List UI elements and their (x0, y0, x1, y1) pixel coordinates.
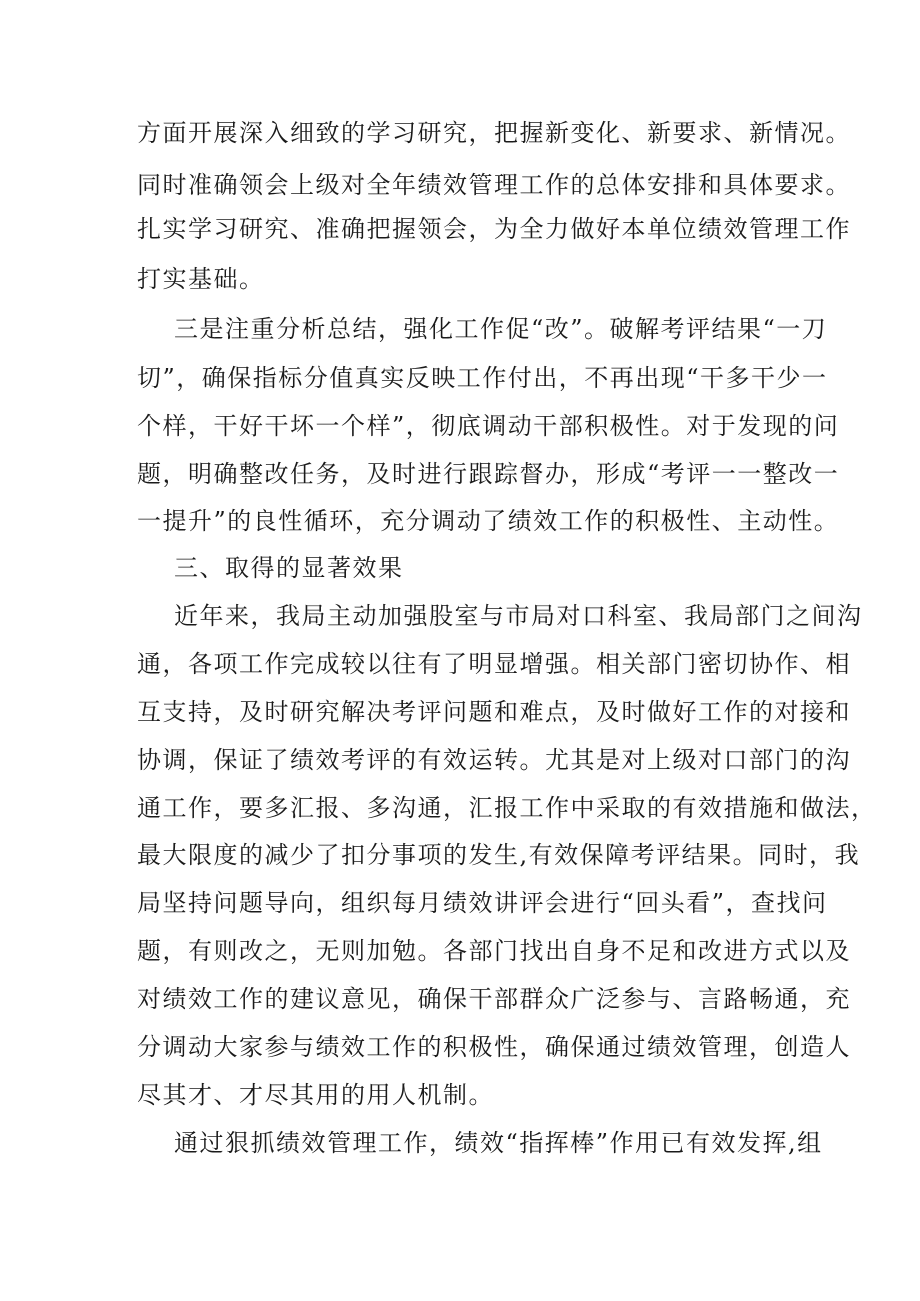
text-line: 方面开展深入细致的学习研究，把握新变化、新要求、新情况。 (137, 119, 851, 147)
text-line: 通，各项工作完成较以往有了明显增强。相关部门密切协作、相 (137, 650, 851, 678)
text-line: 切”，确保指标分值真实反映工作付出，不再出现“干多干少一 (137, 364, 828, 392)
text-line: 扎实学习研究、准确把握领会，为全力做好本单位绩效管理工作 (137, 215, 851, 243)
text-line: 题，有则改之，无则加勉。各部门找出自身不足和改进方式以及 (137, 937, 851, 965)
text-line: 一提升”的良性循环，充分调动了绩效工作的积极性、主动性。 (137, 507, 840, 535)
text-line: 题，明确整改任务，及时进行跟踪督办，形成“考评一一整改一 (137, 460, 840, 488)
text-line: 对绩效工作的建议意见，确保干部群众广泛参与、言路畅通，充 (137, 985, 851, 1013)
text-line: 同时准确领会上级对全年绩效管理工作的总体安排和具体要求。 (137, 171, 851, 199)
text-line: 局坚持问题导向，组织每月绩效讲评会进行“回头看”，查找问 (137, 889, 828, 917)
text-line: 个样，干好干坏一个样”，彻底调动干部积极性。对于发现的问 (137, 412, 840, 440)
paragraph-first-line: 通过狠抓绩效管理工作，绩效“指挥棒”作用已有效发挥,组 (174, 1129, 823, 1157)
text-line: 互支持，及时研究解决考评问题和难点，及时做好工作的对接和 (137, 698, 851, 726)
paragraph-first-line: 近年来，我局主动加强股室与市局对口科室、我局部门之间沟 (174, 602, 863, 630)
text-line: 分调动大家参与绩效工作的积极性，确保通过绩效管理，创造人 (137, 1033, 851, 1061)
text-line: 打实基础。 (137, 265, 265, 293)
text-line: 通工作，要多汇报、多沟通，汇报工作中采取的有效措施和做法， (137, 794, 877, 822)
text-line: 协调，保证了绩效考评的有效运转。尤其是对上级对口部门的沟 (137, 746, 851, 774)
section-heading: 三、取得的显著效果 (174, 554, 404, 582)
paragraph-first-line: 三是注重分析总结，强化工作促“改”。破解考评结果“一刀 (174, 315, 828, 343)
text-line: 尽其才、才尽其用的用人机制。 (137, 1081, 494, 1109)
text-line: 最大限度的减少了扣分事项的发生,有效保障考评结果。同时，我 (137, 841, 861, 869)
